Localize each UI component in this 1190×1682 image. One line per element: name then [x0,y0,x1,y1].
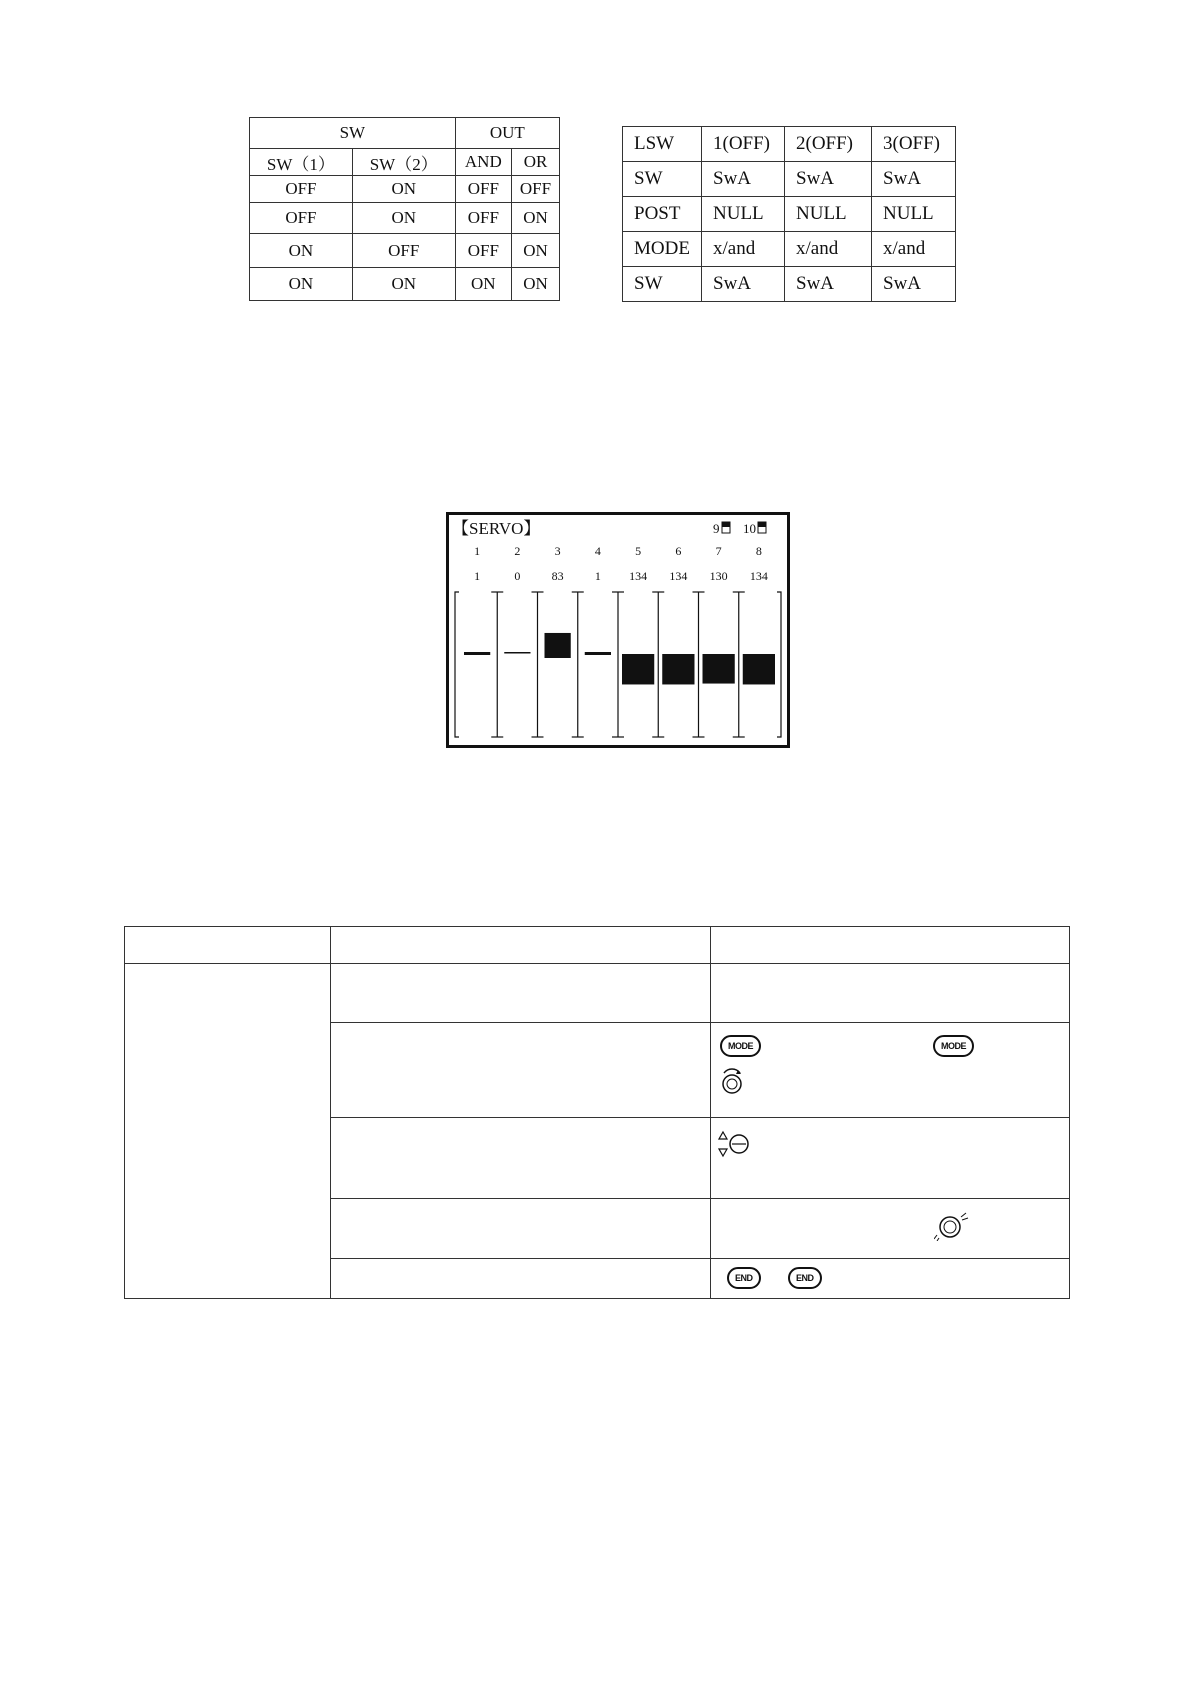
table-cell: SwA [702,267,785,302]
table-cell [711,927,1070,964]
table-cell: NULL [702,197,785,232]
channel-number-label: 1 [474,544,481,558]
channel-value-label: 1 [594,569,601,583]
servo-bar [662,654,694,684]
servo-bar [622,654,654,684]
channel-number-label: 6 [675,544,682,558]
table-cell: ON [250,234,353,268]
channel-value-label: 83 [551,569,564,583]
table-cell: x/and [702,232,785,267]
table-cell [331,1118,711,1199]
table-cell: x/and [872,232,956,267]
table-cell [331,1023,711,1118]
table-cell: SW [623,162,702,197]
table-cell: ON [352,203,455,234]
table-cell: 2(OFF) [785,127,872,162]
table-cell: x/and [785,232,872,267]
table-cell [331,927,711,964]
servo-title: 【SERVO】 [452,519,541,538]
table-cell: MODE [623,232,702,267]
table-cell [711,1259,1070,1299]
servo-bar [504,652,530,654]
channel-number-label: 2 [514,544,521,558]
aux-indicator-10-fill [758,522,766,527]
channel-value-label: 0 [514,569,521,583]
right-bracket [777,592,781,737]
table-cell: ON [250,268,353,301]
table-cell: OFF [455,176,511,203]
table-cell: SwA [785,267,872,302]
dial-icon [720,1067,744,1095]
channel-number-label: 7 [715,544,722,558]
table-cell: OFF [455,234,511,268]
header-sw: SW [250,118,456,149]
table-cell: ON [455,268,511,301]
table-cell: SwA [785,162,872,197]
end-key-icon: END [727,1267,761,1289]
table-cell [331,964,711,1023]
mode-key-icon: MODE [933,1035,974,1057]
channel-number-label: 3 [554,544,561,558]
table-cell: 3(OFF) [872,127,956,162]
logic-truth-table [249,117,560,301]
table-cell: SwA [872,162,956,197]
table-cell [331,1199,711,1259]
aux-label-9: 9 [713,521,720,536]
servo-bar [703,654,735,684]
table-cell: ON [352,176,455,203]
table-cell: ON [352,268,455,301]
table-cell [331,1259,711,1299]
table-cell: OFF [455,203,511,234]
table-cell: ON [512,268,560,301]
left-bracket [455,592,459,737]
subheader-sw2: SW（2） [352,149,455,176]
procedure-table [124,926,1070,1299]
aux-label-10: 10 [743,521,756,536]
channel-value-label: 1 [474,569,481,583]
servo-monitor-screen [446,512,790,748]
header-out: OUT [455,118,559,149]
channel-value-label: 134 [669,569,688,583]
up-down-dial-icon [718,1130,752,1158]
table-cell: 1(OFF) [702,127,785,162]
aux-indicator-9-fill [722,522,730,527]
table-cell [711,1118,1070,1199]
table-cell: ON [512,203,560,234]
channel-value-label: 130 [709,569,728,583]
table-cell [711,1023,1070,1118]
subheader-or: OR [512,149,560,176]
mode-key-icon: MODE [720,1035,761,1057]
servo-bar [743,654,775,684]
table-cell [125,964,331,1299]
end-key-icon: END [788,1267,822,1289]
logic-switch-table [622,126,956,302]
servo-bar [464,652,490,655]
channel-value-label: 134 [749,569,768,583]
table-cell: SwA [872,267,956,302]
table-cell [711,1199,1070,1259]
table-cell: LSW [623,127,702,162]
table-cell: OFF [250,203,353,234]
channel-number-label: 4 [594,544,601,558]
table-cell [125,927,331,964]
table-cell: SwA [702,162,785,197]
table-cell: OFF [250,176,353,203]
servo-bar [585,652,611,655]
subheader-and: AND [455,149,511,176]
subheader-sw1: SW（1） [250,149,353,176]
table-cell: SW [623,267,702,302]
table-cell: POST [623,197,702,232]
table-cell: OFF [352,234,455,268]
channel-number-label: 8 [755,544,762,558]
channel-number-label: 5 [635,544,642,558]
table-cell: NULL [785,197,872,232]
table-cell: NULL [872,197,956,232]
table-cell [711,964,1070,1023]
channel-value-label: 134 [629,569,648,583]
dial-press-icon [934,1211,970,1241]
table-cell: ON [512,234,560,268]
servo-bar [545,633,571,658]
table-cell: OFF [512,176,560,203]
servo-bars [449,515,787,745]
